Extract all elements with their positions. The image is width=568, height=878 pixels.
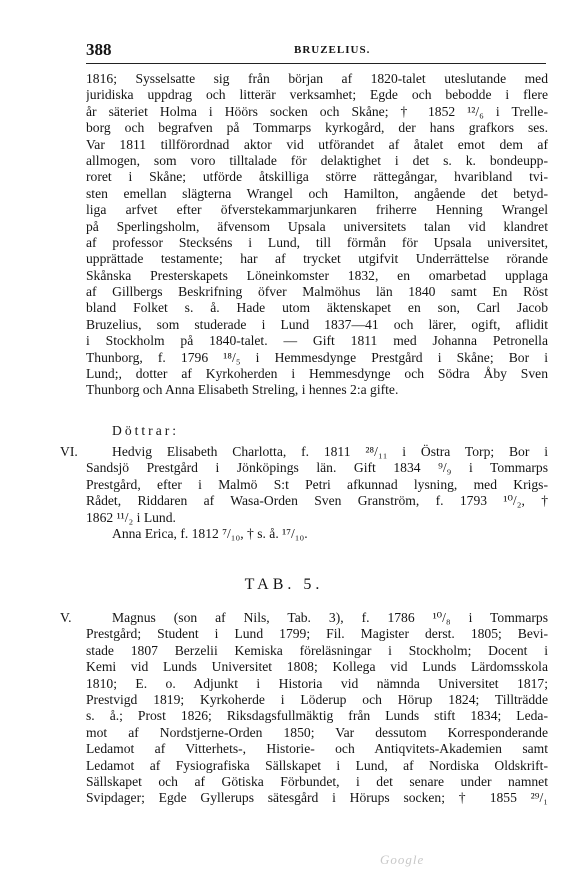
text-line: år säteriet Holma i Höörs socken och Skåne; † 1852 ¹²/₆ i Trelle- xyxy=(86,103,548,119)
text-line: allmogen, som voro tilltalade för delaktighet i det s. k. bondeupp- xyxy=(86,152,548,168)
text-line: Ledamot af Fysiografiska Sällskapet i Lund, af Nordiska Oldskrift- xyxy=(86,757,548,773)
page-number: 388 xyxy=(86,40,112,59)
text-line: Var 1811 tillförordnad aktor vid utförandet af åtalet emot dem af xyxy=(86,136,548,152)
text-line: 1810; E. o. Adjunkt i Historia vid nämnda Universitet 1817; xyxy=(86,675,548,691)
entry-hedvig xyxy=(86,444,548,542)
text-line: roret i Skåne; utförde åtskilliga större rättegångar, hvaribland tvi- xyxy=(86,169,548,185)
text-line: upprättade testamente; har af trycket utgifvit Underrättelse rörande xyxy=(86,251,548,267)
text-line: Svipdager; Egde Gyllerups sätesgård i Hörups socken; † 1855 ²⁹/₁ xyxy=(86,790,548,806)
text-line: på Sperlingsholm, äfvensom Upsala universitets talan vid klandret xyxy=(86,218,548,234)
text-line: af Gillbergs Beskrifning öfver Malmöhus län 1840 samt En Röst xyxy=(86,284,548,300)
text-line: mot af Nordstjerne-Orden 1850; Var dessutom Korresponderande xyxy=(86,724,548,740)
tab-heading: TAB. 5. xyxy=(244,576,324,593)
text-line: Sandsjö Prestgård i Jönköpings län. Gift 1834 ⁹/₉ i Tommarps xyxy=(86,460,548,476)
text-line: Ledamot af Vitterhets-, Historie- och Antiqvitets-Akademien samt xyxy=(86,741,548,757)
text-line: stade 1807 Berzelii Kemiska föreläsningar i Stockholm; Docent i xyxy=(86,642,548,658)
text-line: Thunborg och Anna Elisabeth Streling, i hennes 2:a gifte. xyxy=(86,382,399,398)
text-line: bland Folket s. å. Hade utom äktenskapet en son, Carl Jacob xyxy=(86,300,548,316)
text-line: Anna Erica, f. 1812 ⁷/₁₀, † s. å. ¹⁷/₁₀. xyxy=(112,525,308,541)
text-line: Thunborg, f. 1796 ¹⁸/₅ i Hemmesdynge Prestgård i Skåne; Bor i xyxy=(86,349,548,365)
text-line: borg och begrafven på Tommarps kyrkogård, der hans grafkors ses. xyxy=(86,120,548,136)
text-line: juridiska uppdrag och litterär verksamhet; Egde och bebodde i flere xyxy=(86,87,548,103)
running-head: BRUZELIUS. xyxy=(294,44,371,56)
page-header xyxy=(86,40,546,60)
text-line: af professor Steckséns i Lund, till förmån för Upsala universitet, xyxy=(86,234,548,250)
text-line: Lund;, dotter af Kyrkoherden i Hemmesdynge och Södra Åby Sven xyxy=(86,366,548,382)
generation-marker-vi: VI. xyxy=(60,444,78,459)
text-line: Prestgård; Student i Lund 1799; Fil. Magister derst. 1805; Bevi- xyxy=(86,626,548,642)
generation-marker-v: V. xyxy=(60,610,72,625)
watermark-logo: Google xyxy=(380,852,425,867)
dottrar-heading: Döttrar: xyxy=(112,423,180,438)
text-line: Sällskapet och af Götiska Förbundet, i det senare under namnet xyxy=(86,773,548,789)
text-line: Hedvig Elisabeth Charlotta, f. 1811 ²⁸/₁₁ i Östra Torp; Bor i xyxy=(112,444,548,459)
text-line: Prestgård, efter i Malmö S:t Petri afkunnad lysning, med Krigs- xyxy=(86,476,548,492)
text-line: Rådet, Riddaren af Wasa-Orden Sven Granström, f. 1793 ¹⁰/₂, † xyxy=(86,493,548,509)
text-line: 1862 ¹¹/₂ i Lund. xyxy=(86,509,176,525)
text-line: 1816; Sysselsatte sig från början af 1820-talet uteslutande med xyxy=(86,71,548,86)
text-line: liga arfvet efter öfverstekammarjunkaren friherre Henning Wrangel xyxy=(86,202,548,218)
paragraph-main xyxy=(86,71,548,399)
text-line: sten emellan slägterna Wrangel och Hamilton, angående det betyd- xyxy=(86,185,548,201)
header-rule xyxy=(86,63,546,64)
text-line: i Stockholm på 1840-talet. — Gift 1811 med Johanna Petronella xyxy=(86,333,548,349)
text-line: Magnus (son af Nils, Tab. 3), f. 1786 ¹⁰/₈ i Tommarps xyxy=(112,610,548,625)
text-line: s. å.; Prost 1826; Riksdagsfullmäktig från Lunds stift 1834; Leda- xyxy=(86,708,548,724)
text-line: Kemi vid Lunds Universitet 1808; Kollega vid Lunds Lärdomsskola xyxy=(86,659,548,675)
entry-magnus xyxy=(86,610,548,807)
text-line: Skånska Presterskapets Löneinkomster 1832, en omarbetad upplaga xyxy=(86,267,548,283)
text-line: Prestvigd 1819; Kyrkoherde i Löderup och Hörup 1824; Tillträdde xyxy=(86,691,548,707)
text-line: Bruzelius, som studerade i Lund 1837—41 och lärer, ogift, aflidit xyxy=(86,316,548,332)
